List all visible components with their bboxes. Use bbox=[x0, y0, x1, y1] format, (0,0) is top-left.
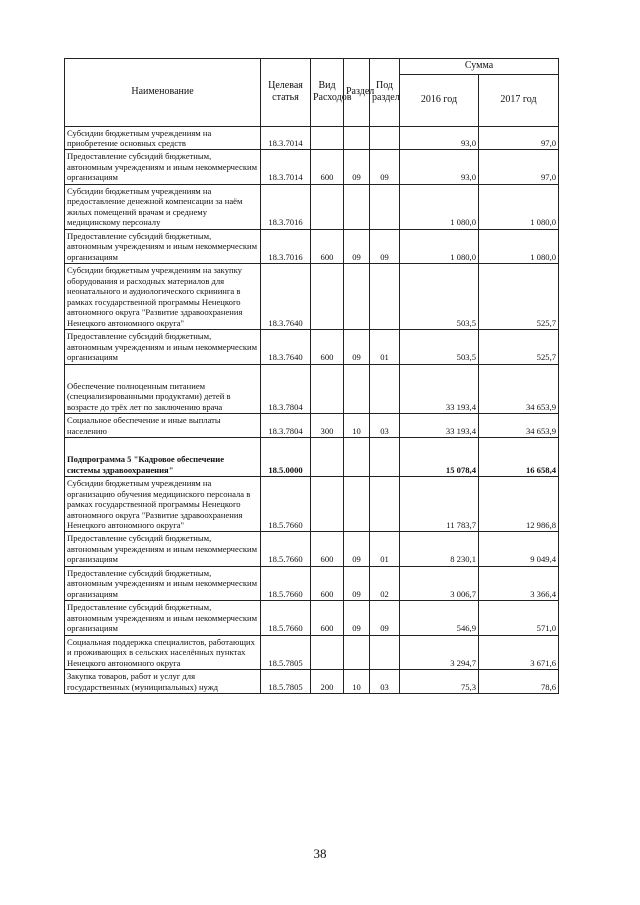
header-vid: Вид Расходов bbox=[311, 59, 344, 127]
table-row bbox=[65, 438, 559, 477]
row-name: Предоставление субсидий бюджетным, автономным учреждениям и иным некоммерческим организациям bbox=[65, 330, 261, 364]
row-sum-2016: 3 006,7 bbox=[400, 566, 479, 600]
table-row bbox=[65, 150, 559, 184]
row-vid: 600 bbox=[311, 330, 344, 364]
row-razd: 10 bbox=[344, 670, 370, 694]
row-podrazd bbox=[370, 477, 400, 532]
table-row bbox=[65, 566, 559, 600]
row-podrazd: 09 bbox=[370, 601, 400, 635]
row-sum-2017: 525,7 bbox=[479, 330, 559, 364]
row-podrazd: 01 bbox=[370, 532, 400, 566]
row-vid: 600 bbox=[311, 229, 344, 263]
row-name: Предоставление субсидий бюджетным, автономным учреждениям и иным некоммерческим организациям bbox=[65, 532, 261, 566]
row-vid bbox=[311, 184, 344, 229]
table-row bbox=[65, 184, 559, 229]
row-vid: 600 bbox=[311, 601, 344, 635]
row-name: Закупка товаров, работ и услуг для государственных (муниципальных) нужд bbox=[65, 670, 261, 694]
row-sum-2016: 1 080,0 bbox=[400, 229, 479, 263]
row-code: 18.3.7016 bbox=[261, 184, 311, 229]
row-sum-2016: 3 294,7 bbox=[400, 635, 479, 669]
row-name: Предоставление субсидий бюджетным, автономным учреждениям и иным некоммерческим организациям bbox=[65, 229, 261, 263]
row-podrazd bbox=[370, 438, 400, 477]
row-sum-2017: 34 653,9 bbox=[479, 364, 559, 413]
row-code: 18.5.7660 bbox=[261, 532, 311, 566]
row-sum-2016: 93,0 bbox=[400, 150, 479, 184]
row-podrazd bbox=[370, 184, 400, 229]
row-sum-2017: 9 049,4 bbox=[479, 532, 559, 566]
row-razd: 09 bbox=[344, 601, 370, 635]
row-vid: 600 bbox=[311, 532, 344, 566]
row-name: Субсидии бюджетным учреждениям на закупку оборудования и расходных материалов для неонатального и аудиологического скрининга в рамках государственной программы Ненецкого автономного округа "Развитие здравоохранения Ненецкого автономного округа" bbox=[65, 264, 261, 330]
row-podrazd: 09 bbox=[370, 229, 400, 263]
row-vid bbox=[311, 364, 344, 413]
row-podrazd bbox=[370, 364, 400, 413]
row-name: Субсидии бюджетным учреждениям на организацию обучения медицинского персонала в рамках государственной программы Ненецкого автономного округа "Развитие здравоохранения Ненецкого автономного округа" bbox=[65, 477, 261, 532]
row-sum-2016: 33 193,4 bbox=[400, 414, 479, 438]
row-vid bbox=[311, 438, 344, 477]
row-podrazd: 02 bbox=[370, 566, 400, 600]
row-vid: 200 bbox=[311, 670, 344, 694]
row-vid bbox=[311, 264, 344, 330]
row-podrazd bbox=[370, 635, 400, 669]
row-sum-2017: 3 366,4 bbox=[479, 566, 559, 600]
row-sum-2016: 15 078,4 bbox=[400, 438, 479, 477]
row-razd bbox=[344, 438, 370, 477]
table-body bbox=[65, 126, 559, 694]
row-code: 18.5.7660 bbox=[261, 601, 311, 635]
table-row bbox=[65, 414, 559, 438]
header-sum: Сумма bbox=[400, 59, 559, 75]
header-year-2016: 2016 год bbox=[400, 74, 479, 126]
row-sum-2017: 78,6 bbox=[479, 670, 559, 694]
row-sum-2017: 34 653,9 bbox=[479, 414, 559, 438]
row-razd: 10 bbox=[344, 414, 370, 438]
row-sum-2016: 33 193,4 bbox=[400, 364, 479, 413]
row-podrazd: 09 bbox=[370, 150, 400, 184]
row-razd bbox=[344, 635, 370, 669]
row-name: Социальное обеспечение и иные выплаты населению bbox=[65, 414, 261, 438]
row-podrazd bbox=[370, 126, 400, 150]
row-code: 18.3.7804 bbox=[261, 414, 311, 438]
header-target: Целевая статья bbox=[261, 59, 311, 127]
row-name: Предоставление субсидий бюджетным, автономным учреждениям и иным некоммерческим организациям bbox=[65, 150, 261, 184]
table-row bbox=[65, 670, 559, 694]
row-code: 18.3.7014 bbox=[261, 126, 311, 150]
table-row bbox=[65, 229, 559, 263]
row-code: 18.5.0000 bbox=[261, 438, 311, 477]
table-row bbox=[65, 532, 559, 566]
row-podrazd: 03 bbox=[370, 414, 400, 438]
row-sum-2016: 8 230,1 bbox=[400, 532, 479, 566]
row-name: Субсидии бюджетным учреждениям на приобретение основных средств bbox=[65, 126, 261, 150]
row-sum-2017: 16 658,4 bbox=[479, 438, 559, 477]
row-sum-2017: 1 080,0 bbox=[479, 184, 559, 229]
row-sum-2016: 75,3 bbox=[400, 670, 479, 694]
header-razd: Раздел bbox=[344, 59, 370, 127]
table-row bbox=[65, 126, 559, 150]
row-razd bbox=[344, 184, 370, 229]
row-podrazd: 01 bbox=[370, 330, 400, 364]
header-row-1 bbox=[65, 59, 559, 75]
row-sum-2016: 1 080,0 bbox=[400, 184, 479, 229]
row-razd: 09 bbox=[344, 532, 370, 566]
header-podrazd: Под раздел bbox=[370, 59, 400, 127]
page-number: 38 bbox=[313, 846, 327, 861]
row-name: Обеспечение полноценным питанием (специализированными продуктами) детей в возрасте до трёх лет по заключению врача bbox=[65, 364, 261, 413]
row-vid bbox=[311, 477, 344, 532]
row-sum-2016: 503,5 bbox=[400, 264, 479, 330]
row-sum-2017: 97,0 bbox=[479, 126, 559, 150]
row-name: Субсидии бюджетным учреждениям на предоставление денежной компенсации за наём жилых помещений врачам и среднему медицинскому персоналу bbox=[65, 184, 261, 229]
row-vid bbox=[311, 635, 344, 669]
row-razd: 09 bbox=[344, 229, 370, 263]
row-razd bbox=[344, 264, 370, 330]
row-sum-2016: 11 783,7 bbox=[400, 477, 479, 532]
row-podrazd: 03 bbox=[370, 670, 400, 694]
row-sum-2016: 546,9 bbox=[400, 601, 479, 635]
row-name: Предоставление субсидий бюджетным, автономным учреждениям и иным некоммерческим организациям bbox=[65, 601, 261, 635]
row-code: 18.5.7660 bbox=[261, 477, 311, 532]
row-code: 18.5.7805 bbox=[261, 670, 311, 694]
row-sum-2017: 1 080,0 bbox=[479, 229, 559, 263]
row-name: Подпрограмма 5 "Кадровое обеспечение системы здравоохранения" bbox=[65, 438, 261, 477]
row-vid bbox=[311, 126, 344, 150]
row-razd: 09 bbox=[344, 330, 370, 364]
row-vid: 600 bbox=[311, 566, 344, 600]
row-sum-2017: 525,7 bbox=[479, 264, 559, 330]
row-code: 18.5.7660 bbox=[261, 566, 311, 600]
table-row bbox=[65, 330, 559, 364]
row-sum-2017: 571,0 bbox=[479, 601, 559, 635]
row-razd bbox=[344, 126, 370, 150]
header-year-2017: 2017 год bbox=[479, 74, 559, 126]
row-code: 18.3.7804 bbox=[261, 364, 311, 413]
row-sum-2016: 93,0 bbox=[400, 126, 479, 150]
row-sum-2016: 503,5 bbox=[400, 330, 479, 364]
row-vid: 300 bbox=[311, 414, 344, 438]
row-code: 18.5.7805 bbox=[261, 635, 311, 669]
row-razd: 09 bbox=[344, 566, 370, 600]
row-sum-2017: 12 986,8 bbox=[479, 477, 559, 532]
row-code: 18.3.7014 bbox=[261, 150, 311, 184]
row-sum-2017: 3 671,6 bbox=[479, 635, 559, 669]
row-name: Предоставление субсидий бюджетным, автономным учреждениям и иным некоммерческим организациям bbox=[65, 566, 261, 600]
table-row bbox=[65, 364, 559, 413]
row-razd: 09 bbox=[344, 150, 370, 184]
row-vid: 600 bbox=[311, 150, 344, 184]
budget-table bbox=[64, 58, 559, 694]
row-razd bbox=[344, 364, 370, 413]
row-code: 18.3.7640 bbox=[261, 264, 311, 330]
row-podrazd bbox=[370, 264, 400, 330]
row-code: 18.3.7640 bbox=[261, 330, 311, 364]
row-sum-2017: 97,0 bbox=[479, 150, 559, 184]
table-row bbox=[65, 635, 559, 669]
header-name: Наименование bbox=[65, 59, 261, 127]
row-razd bbox=[344, 477, 370, 532]
table-row bbox=[65, 601, 559, 635]
table-row bbox=[65, 477, 559, 532]
table-row bbox=[65, 264, 559, 330]
row-code: 18.3.7016 bbox=[261, 229, 311, 263]
row-name: Социальная поддержка специалистов, работающих и проживающих в сельских населённых пунктах Ненецкого автономного округа bbox=[65, 635, 261, 669]
